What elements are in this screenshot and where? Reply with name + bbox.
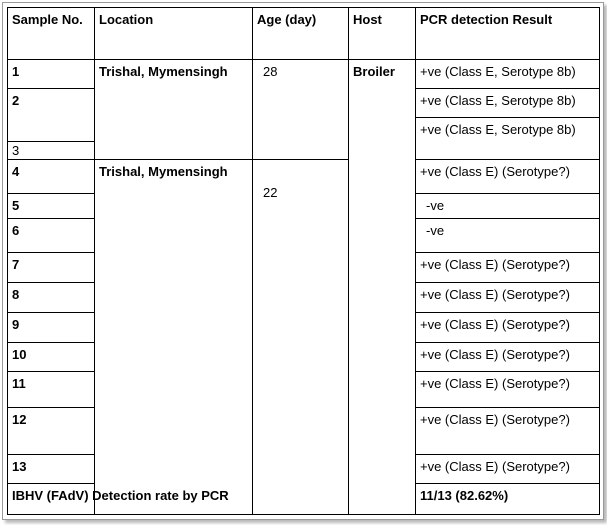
pcr-result-cell: +ve (Class E) (Serotype?) <box>416 371 600 407</box>
header-pcr-result: PCR detection Result <box>416 8 600 60</box>
location-cell: Trishal, Mymensingh <box>95 60 253 160</box>
age-cell: 28 <box>253 60 349 160</box>
sample-no-cell: 7 <box>8 253 95 283</box>
header-host: Host <box>349 8 416 60</box>
sample-no-cell: 12 <box>8 407 95 454</box>
sample-no-cell: 11 <box>8 371 95 407</box>
table-row <box>8 60 600 89</box>
sample-no-cell: 5 <box>8 194 95 219</box>
pcr-result-cell: +ve (Class E, Serotype 8b) <box>416 118 600 160</box>
sample-no-cell: 2 <box>8 89 95 142</box>
pcr-results-table <box>7 7 600 515</box>
age-cell: 22 <box>253 160 349 515</box>
detection-rate-value: 11/13 (82.62%) <box>416 483 600 514</box>
pcr-result-cell: +ve (Class E, Serotype 8b) <box>416 60 600 89</box>
host-cell: Broiler <box>349 60 416 515</box>
header-age: Age (day) <box>253 8 349 60</box>
sample-no-cell: 4 <box>8 160 95 194</box>
table-row <box>8 160 600 194</box>
pcr-result-cell: +ve (Class E) (Serotype?) <box>416 312 600 342</box>
sample-no-cell: 6 <box>8 219 95 253</box>
pcr-result-cell: +ve (Class E) (Serotype?) <box>416 407 600 454</box>
pcr-result-cell: +ve (Class E) (Serotype?) <box>416 160 600 194</box>
sample-no-cell: 3 <box>8 142 95 160</box>
sample-no-cell: 1 <box>8 60 95 89</box>
sample-no-cell: 13 <box>8 454 95 483</box>
header-row <box>8 8 600 60</box>
pcr-result-cell: +ve (Class E) (Serotype?) <box>416 454 600 483</box>
sample-no-cell: 9 <box>8 312 95 342</box>
sample-no-cell: 8 <box>8 283 95 312</box>
detection-rate-label: IBHV (FAdV) Detection rate by PCR <box>8 483 416 514</box>
pcr-result-cell: -ve <box>416 219 600 253</box>
pcr-result-cell: +ve (Class E) (Serotype?) <box>416 342 600 371</box>
pcr-result-cell: -ve <box>416 194 600 219</box>
pcr-result-cell: +ve (Class E, Serotype 8b) <box>416 89 600 118</box>
header-location: Location <box>95 8 253 60</box>
pcr-result-cell: +ve (Class E) (Serotype?) <box>416 283 600 312</box>
location-cell: Trishal, Mymensingh <box>95 160 253 515</box>
pcr-result-cell: +ve (Class E) (Serotype?) <box>416 253 600 283</box>
sample-no-cell: 10 <box>8 342 95 371</box>
footer-row <box>8 483 600 514</box>
table-frame <box>2 2 604 520</box>
header-sample-no: Sample No. <box>8 8 95 60</box>
